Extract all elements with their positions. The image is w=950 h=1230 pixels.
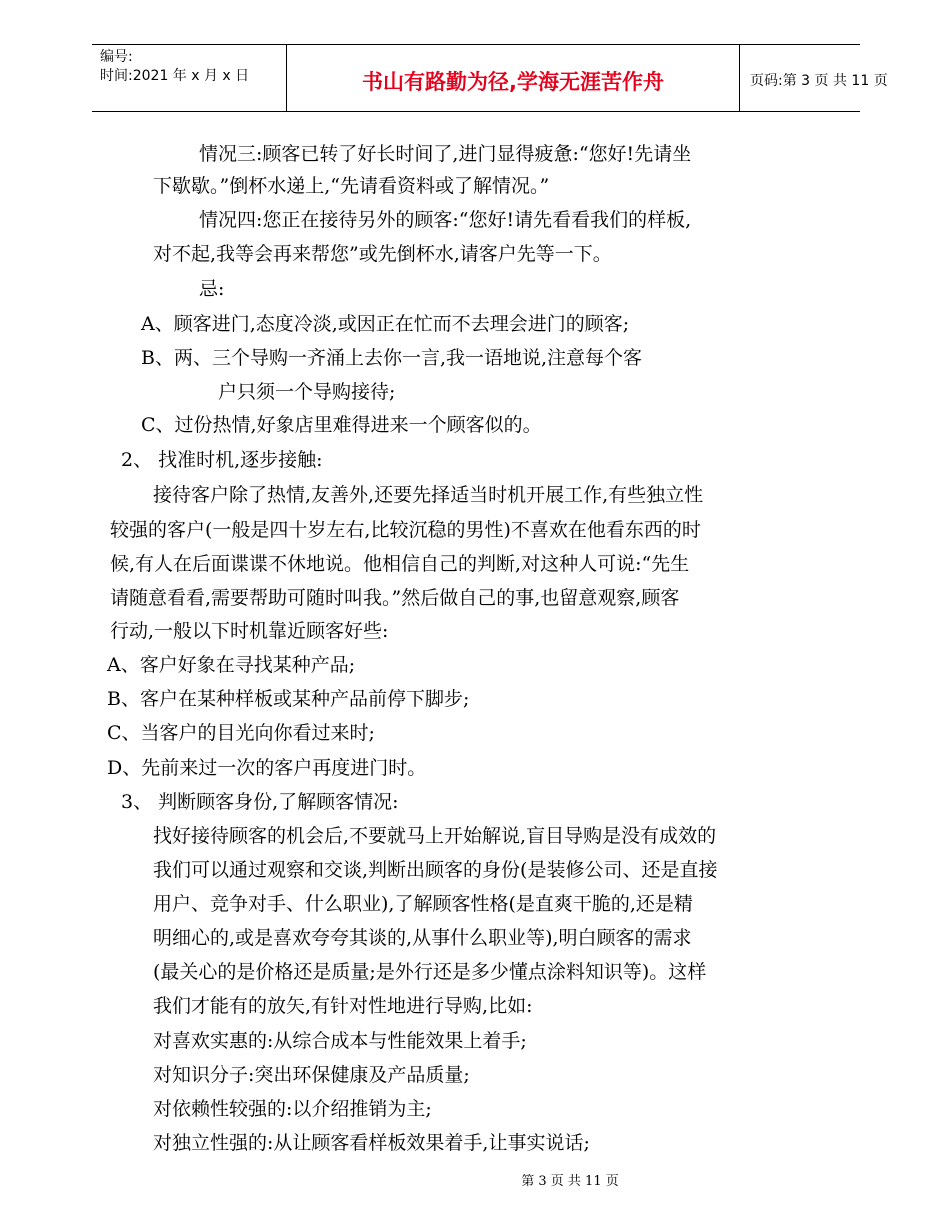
paragraph-line: (最关心的是价格还是质量;是外行还是多少懂点涂料知识等)。这样 [153,961,707,983]
paragraph-line: 对知识分子:突出环保健康及产品质量; [153,1064,470,1086]
list-item: C、当客户的目光向你看过来时; [107,722,375,744]
header-motto: 书山有路勤为径,学海无涯苦作舟 [362,70,664,94]
list-item: A、客户好象在寻找某种产品; [107,654,356,676]
paragraph-line: 忌: [199,278,225,300]
paragraph-line: 用户、竞争对手、什么职业),了解顾客性格(是直爽干脆的,还是精 [153,893,693,915]
list-item: A、顾客进门,态度冷淡,或因正在忙而不去理会进门的顾客; [141,313,630,335]
page-footer: 第 3 页 共 11 页 [521,1174,619,1189]
paragraph-line: 对不起,我等会再来帮您”或先倒杯水,请客户先等一下。 [153,243,612,265]
list-item-continuation: 户只须一个导购接待; [218,381,396,403]
paragraph-line: 请随意看看,需要帮助可随时叫我。”然后做自己的事,也留意观察,顾客 [110,587,680,609]
section-heading: 3、 判断顾客身份,了解顾客情况: [121,791,399,813]
paragraph-line: 对独立性强的:从让顾客看样板效果着手,让事实说话; [153,1132,590,1154]
list-item: C、过份热情,好象店里难得进来一个顾客似的。 [141,414,542,436]
paragraph-line: 明细心的,或是喜欢夸夸其谈的,从事什么职业等),明白顾客的需求 [153,927,692,949]
document-time-label: 时间:2021 年 x 月 x 日 [100,68,250,84]
header-meta [92,45,286,111]
page-header [92,44,888,112]
list-item: B、客户在某种样板或某种产品前停下脚步; [107,688,470,710]
paragraph-line: 对依赖性较强的:以介绍推销为主; [153,1098,432,1120]
paragraph-line: 找好接待顾客的机会后,不要就马上开始解说,盲目导购是没有成效的 [153,825,717,847]
header-motto-cell [286,45,740,111]
paragraph-line: 情况四:您正在接待另外的顾客:“您好!请先看看我们的样板, [199,209,692,231]
paragraph-line: 对喜欢实惠的:从综合成本与性能效果上着手; [153,1030,527,1052]
paragraph-line: 接待客户除了热情,友善外,还要先择适当时机开展工作,有些独立性 [153,484,704,506]
header-page-info: 页码:第 3 页 共 11 页 [750,73,888,89]
paragraph-line: 我们才能有的放矢,有针对性地进行导购,比如: [153,995,533,1017]
paragraph-line: 情况三:顾客已转了好长时间了,进门显得疲惫:“您好!先请坐 [199,143,692,165]
paragraph-line: 行动,一般以下时机靠近顾客好些: [110,620,389,642]
paragraph-line: 我们可以通过观察和交谈,判断出顾客的身份(是装修公司、还是直接 [153,859,718,881]
list-item: D、先前来过一次的客户再度进门时。 [107,757,427,779]
list-item: B、两、三个导购一齐涌上去你一言,我一语地说,注意每个客 [141,347,643,369]
section-heading: 2、 找准时机,逐步接触: [121,449,323,471]
paragraph-line: 较强的客户(一般是四十岁左右,比较沉稳的男性)不喜欢在他看东西的时 [110,519,701,541]
document-number-label: 编号: [100,49,133,65]
paragraph-line: 候,有人在后面谍谍不休地说。他相信自己的判断,对这种人可说:“先生 [110,553,690,575]
paragraph-line: 下歇歇。”倒杯水递上,“先请看资料或了解情况。” [153,175,550,197]
